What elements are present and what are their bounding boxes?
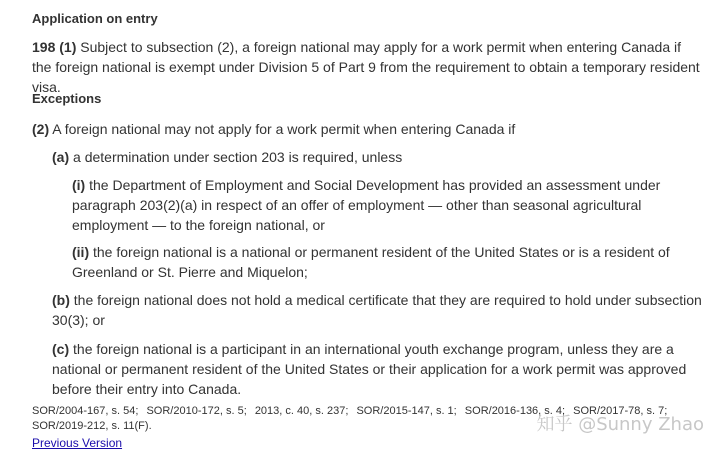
paragraph-a: [52, 147, 704, 167]
subparagraph-a-ii-text: the foreign national is a national or permanent resident of the United States or is a resident of Greenland or St. Pierre and Miquelon;: [72, 244, 670, 280]
paragraph-b-text: the foreign national does not hold a medical certificate that they are required to hold under subsection 30(3); or: [52, 292, 702, 328]
subparagraph-a-ii: [72, 242, 708, 282]
paragraph-c-text: the foreign national is a participant in an international youth exchange program, unless they are a national or permanent resident of the United States or their application for a work permit was approved before their entry into Canada.: [52, 341, 687, 397]
subsection-198-1-text: Subject to subsection (2), a foreign national may apply for a work permit when entering Canada if the foreign national is exempt under Division 5 of Part 9 from the requirement to obtain a temporary resident visa.: [32, 39, 700, 95]
heading-exceptions: Exceptions: [32, 91, 102, 106]
history-item: SOR/2016-136, s. 4;: [464, 405, 566, 417]
subsection-198-2: [32, 119, 704, 139]
paragraph-b-label: (b): [52, 292, 70, 308]
history-item: SOR/2017-78, s. 7;: [573, 405, 668, 417]
subsection-198-2-label: (2): [32, 121, 50, 137]
subsection-198-2-text: A foreign national may not apply for a work permit when entering Canada if: [49, 121, 516, 137]
history-item: SOR/2015-147, s. 1;: [356, 405, 457, 417]
paragraph-c: [52, 339, 712, 399]
history-item: 2013, c. 40, s. 237;: [254, 405, 349, 417]
paragraph-b: [52, 290, 712, 330]
previous-version-link[interactable]: Previous Version: [32, 436, 123, 450]
subsection-198-1-label: 198 (1): [32, 39, 77, 55]
paragraph-a-label: (a): [52, 149, 70, 165]
subparagraph-a-ii-label: (ii): [72, 244, 90, 260]
subsection-198-1: [32, 37, 704, 97]
history-item: SOR/2010-172, s. 5;: [146, 405, 247, 417]
watermark: 知乎 @Sunny Zhao: [536, 414, 704, 435]
heading-application-on-entry: Application on entry: [32, 11, 158, 26]
subparagraph-a-i-label: (i): [72, 177, 86, 193]
history-item: SOR/2019-212, s. 11(F).: [32, 420, 152, 432]
paragraph-c-label: (c): [52, 341, 70, 357]
history-item: SOR/2004-167, s. 54;: [32, 405, 139, 417]
subparagraph-a-i: [72, 175, 708, 235]
paragraph-a-text: a determination under section 203 is required, unless: [69, 149, 403, 165]
subparagraph-a-i-text: the Department of Employment and Social Development has provided an assessment under paragraph 203(2)(a) in respect of an offer of employment — other than seasonal agricultural employment — to the foreign national, or: [72, 177, 661, 233]
